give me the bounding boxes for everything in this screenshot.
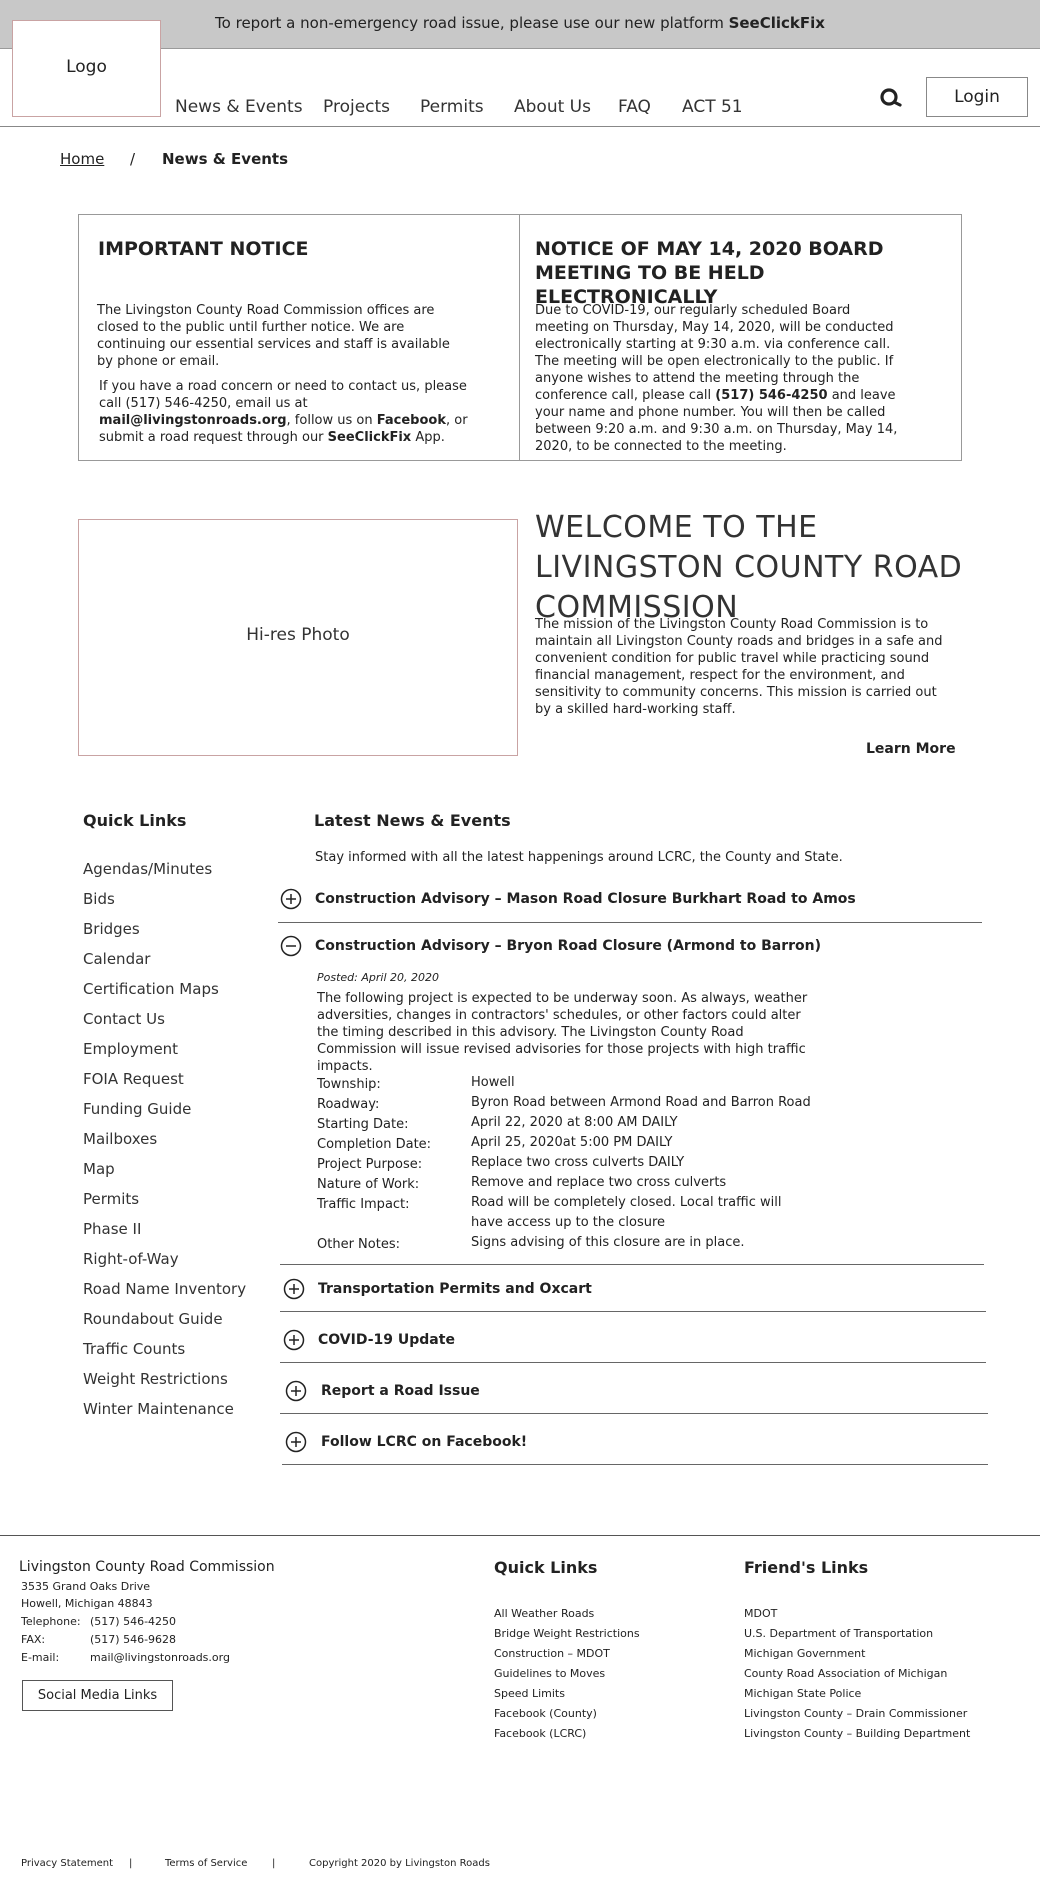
accordion-divider <box>280 1311 986 1312</box>
quick-link-bids[interactable]: Bids <box>83 890 115 908</box>
quick-link-phase-ii[interactable]: Phase II <box>83 1220 142 1238</box>
quick-link-road-name-inventory[interactable]: Road Name Inventory <box>83 1280 247 1298</box>
detail-value: April 25, 2020at 5:00 PM DAILY <box>471 1135 673 1150</box>
detail-label: Roadway: <box>317 1097 380 1112</box>
notice-divider <box>519 214 520 461</box>
detail-value: Remove and replace two cross culverts <box>471 1175 727 1190</box>
news-item-title[interactable]: Transportation Permits and Oxcart <box>318 1281 592 1297</box>
footer-friends-title: Friend's Links <box>744 1558 869 1577</box>
terms-of-service-link[interactable]: Terms of Service <box>165 1858 248 1869</box>
logo[interactable] <box>12 20 161 117</box>
detail-value: Replace two cross culverts DAILY <box>471 1155 685 1170</box>
quick-link-right-of-way[interactable]: Right-of-Way <box>83 1250 179 1268</box>
detail-value: Byron Road between Armond Road and Barron Road <box>471 1095 811 1110</box>
collapse-minus-icon[interactable] <box>280 935 302 957</box>
privacy-statement-link[interactable]: Privacy Statement <box>21 1858 114 1869</box>
detail-label: Traffic Impact: <box>317 1197 410 1212</box>
nav-about-us[interactable]: About Us <box>514 97 591 117</box>
footer-link[interactable]: Facebook (County) <box>494 1707 597 1720</box>
detail-label: Other Notes: <box>317 1237 400 1252</box>
footer-quick-links-title: Quick Links <box>494 1558 598 1577</box>
quick-link-foia[interactable]: FOIA Request <box>83 1070 184 1088</box>
quick-link-bridges[interactable]: Bridges <box>83 920 140 938</box>
detail-value: Signs advising of this closure are in place. <box>471 1235 745 1250</box>
footer-fax: (517) 546-9628 <box>90 1633 177 1646</box>
seeclickfix-link[interactable]: SeeClickFix <box>728 14 825 32</box>
important-notice-para-1: The Livingston County Road Commission offices are closed to the public until further notice. We are continuing our essential services and staff is available by phone or email. <box>97 303 450 369</box>
footer-address-line-1: 3535 Grand Oaks Drive <box>21 1580 151 1593</box>
friend-link[interactable]: Michigan State Police <box>744 1687 862 1700</box>
expand-plus-icon[interactable] <box>280 888 302 910</box>
footer-email-label: E-mail: <box>21 1651 60 1664</box>
news-item-title[interactable]: Construction Advisory – Mason Road Closure Burkhart Road to Amos <box>315 891 856 907</box>
quick-link-mailboxes[interactable]: Mailboxes <box>83 1130 158 1148</box>
logo-text: Logo <box>66 57 107 77</box>
notice-text: , or submit a road request through our <box>99 413 468 445</box>
news-item-title[interactable]: Construction Advisory – Bryon Road Closure (Armond to Barron) <box>315 938 821 954</box>
friend-link[interactable]: County Road Association of Michigan <box>744 1667 948 1680</box>
footer-email[interactable]: mail@livingstonroads.org <box>90 1651 230 1664</box>
footer-link[interactable]: Construction – MDOT <box>494 1647 610 1660</box>
login-button[interactable]: Login <box>926 77 1028 117</box>
nav-projects[interactable]: Projects <box>323 97 391 117</box>
legal-separator: | <box>272 1858 276 1869</box>
accordion-divider <box>280 1413 988 1414</box>
quick-link-traffic-counts[interactable]: Traffic Counts <box>83 1340 186 1358</box>
quick-link-certification-maps[interactable]: Certification Maps <box>83 980 219 998</box>
notice-facebook-link[interactable]: Facebook <box>376 413 446 428</box>
copyright-text: Copyright 2020 by Livingston Roads <box>309 1858 490 1869</box>
detail-label: Nature of Work: <box>317 1177 420 1192</box>
footer-link[interactable]: Bridge Weight Restrictions <box>494 1627 640 1640</box>
nav-act-51[interactable]: ACT 51 <box>682 97 743 117</box>
important-notice-title: IMPORTANT NOTICE <box>98 238 309 260</box>
friend-link[interactable]: Livingston County – Drain Commissioner <box>744 1707 968 1720</box>
expand-plus-icon[interactable] <box>285 1380 307 1402</box>
friend-link[interactable]: Livingston County – Building Department <box>744 1727 971 1740</box>
detail-label: Project Purpose: <box>317 1157 423 1172</box>
header-divider <box>0 126 1040 127</box>
footer-link[interactable]: Speed Limits <box>494 1687 565 1700</box>
detail-label: Starting Date: <box>317 1117 409 1132</box>
board-meeting-title: NOTICE OF MAY 14, 2020 BOARD MEETING TO BE HELD ELECTRONICALLY <box>535 238 884 308</box>
expand-plus-icon[interactable] <box>283 1278 305 1300</box>
social-media-links-button[interactable]: Social Media Links <box>22 1680 173 1711</box>
friend-link[interactable]: MDOT <box>744 1607 778 1620</box>
expand-plus-icon[interactable] <box>285 1431 307 1453</box>
quick-link-weight-restrictions[interactable]: Weight Restrictions <box>83 1370 228 1388</box>
accordion-divider <box>280 1362 986 1363</box>
welcome-title: WELCOME TO THE LIVINGSTON COUNTY ROAD COMMISSION <box>535 510 963 625</box>
friend-link[interactable]: Michigan Government <box>744 1647 866 1660</box>
mission-text: The mission of the Livingston County Road Commission is to maintain all Livingston County roads and bridges in a safe and convenient condition for public travel while practicing sound financial management, respect for the environment, and sensitivity to community concerns. This mission is carried out by a skilled hard-working staff. <box>535 617 943 717</box>
detail-value: April 22, 2020 at 8:00 AM DAILY <box>471 1115 678 1130</box>
important-notice-para-2 <box>99 378 469 446</box>
learn-more-link[interactable]: Learn More <box>866 741 956 757</box>
footer-tel-label: Telephone: <box>21 1615 81 1628</box>
nav-permits[interactable]: Permits <box>420 97 484 117</box>
advisory-body: The following project is expected to be underway soon. As always, weather adversities, changes in contractors' schedules, or other factors could alter the timing described in this advisory. The Livingston County Road Commission will issue revised advisories for those projects with high traffic impacts. <box>317 991 808 1074</box>
footer-link[interactable]: Guidelines to Moves <box>494 1667 606 1680</box>
accordion-divider <box>278 922 982 923</box>
detail-label: Completion Date: <box>317 1137 432 1152</box>
notice-text: and leave your name and phone number. You will then be called between 9:20 a.m. and 9:30 a.m. on Thursday, May 14, 2020, to be connected to the meeting. <box>535 388 898 454</box>
notice-seeclickfix-link[interactable]: SeeClickFix <box>327 430 412 445</box>
quick-link-funding-guide[interactable]: Funding Guide <box>83 1100 192 1118</box>
search-icon[interactable] <box>879 86 903 110</box>
footer-fax-label: FAX: <box>21 1633 46 1646</box>
hero-photo-placeholder <box>78 519 518 756</box>
footer-tel[interactable]: (517) 546-4250 <box>90 1615 177 1628</box>
breadcrumb-current: News & Events <box>162 150 289 168</box>
board-meeting-body <box>535 302 905 455</box>
breadcrumb-home[interactable]: Home <box>60 150 105 168</box>
quick-link-calendar[interactable]: Calendar <box>83 950 151 968</box>
quick-link-winter-maintenance[interactable]: Winter Maintenance <box>83 1400 234 1418</box>
breadcrumb-separator: / <box>130 150 136 168</box>
friend-link[interactable]: U.S. Department of Transportation <box>744 1627 934 1640</box>
footer-link[interactable]: Facebook (LCRC) <box>494 1727 587 1740</box>
nav-news-events[interactable]: News & Events <box>175 97 303 117</box>
notice-text: Due to COVID-19, our regularly scheduled Board meeting on Thursday, May 14, 2020, will be conducted electronically starting at 9:30 a.m. via conference call. The meeting will be open electronically to the public. If anyone wishes to attend the meeting through the conference call, please call <box>535 303 894 403</box>
nav-faq[interactable]: FAQ <box>618 97 651 117</box>
news-item-title[interactable]: Follow LCRC on Facebook! <box>321 1434 528 1450</box>
quick-link-roundabout-guide[interactable]: Roundabout Guide <box>83 1310 223 1328</box>
footer-divider <box>0 1535 1040 1536</box>
detail-label: Township: <box>317 1077 381 1092</box>
notice-email-link[interactable]: mail@livingstonroads.org <box>99 413 287 428</box>
footer-address-line-2: Howell, Michigan 48843 <box>21 1597 153 1610</box>
notice-text: App. <box>411 430 445 445</box>
quick-link-map[interactable]: Map <box>83 1160 115 1178</box>
quick-link-permits[interactable]: Permits <box>83 1190 140 1208</box>
board-phone: (517) 546-4250 <box>715 388 828 403</box>
detail-value: Howell <box>471 1075 515 1090</box>
accordion-divider <box>282 1464 988 1465</box>
news-item-title[interactable]: Report a Road Issue <box>321 1383 480 1399</box>
quick-links-title: Quick Links <box>83 811 187 830</box>
footer-org-name: Livingston County Road Commission <box>19 1559 275 1575</box>
quick-link-agendas[interactable]: Agendas/Minutes <box>83 860 213 878</box>
news-item-title[interactable]: COVID-19 Update <box>318 1332 455 1348</box>
quick-link-employment[interactable]: Employment <box>83 1040 179 1058</box>
news-title: Latest News & Events <box>314 811 511 830</box>
quick-link-contact-us[interactable]: Contact Us <box>83 1010 165 1028</box>
detail-value: Road will be completely closed. Local traffic will have access up to the closure <box>471 1195 782 1230</box>
posted-date: Posted: April 20, 2020 <box>317 971 439 984</box>
accordion-divider <box>280 1264 984 1265</box>
footer-link[interactable]: All Weather Roads <box>494 1607 595 1620</box>
banner-text: To report a non-emergency road issue, please use our new platform <box>215 14 729 32</box>
notice-text: If you have a road concern or need to contact us, please call (517) 546-4250, email us at <box>99 379 467 411</box>
notice-text: , follow us on <box>286 413 377 428</box>
news-subtitle: Stay informed with all the latest happenings around LCRC, the County and State. <box>315 850 843 865</box>
legal-separator: | <box>129 1858 133 1869</box>
photo-label: Hi-res Photo <box>246 625 350 645</box>
expand-plus-icon[interactable] <box>283 1329 305 1351</box>
